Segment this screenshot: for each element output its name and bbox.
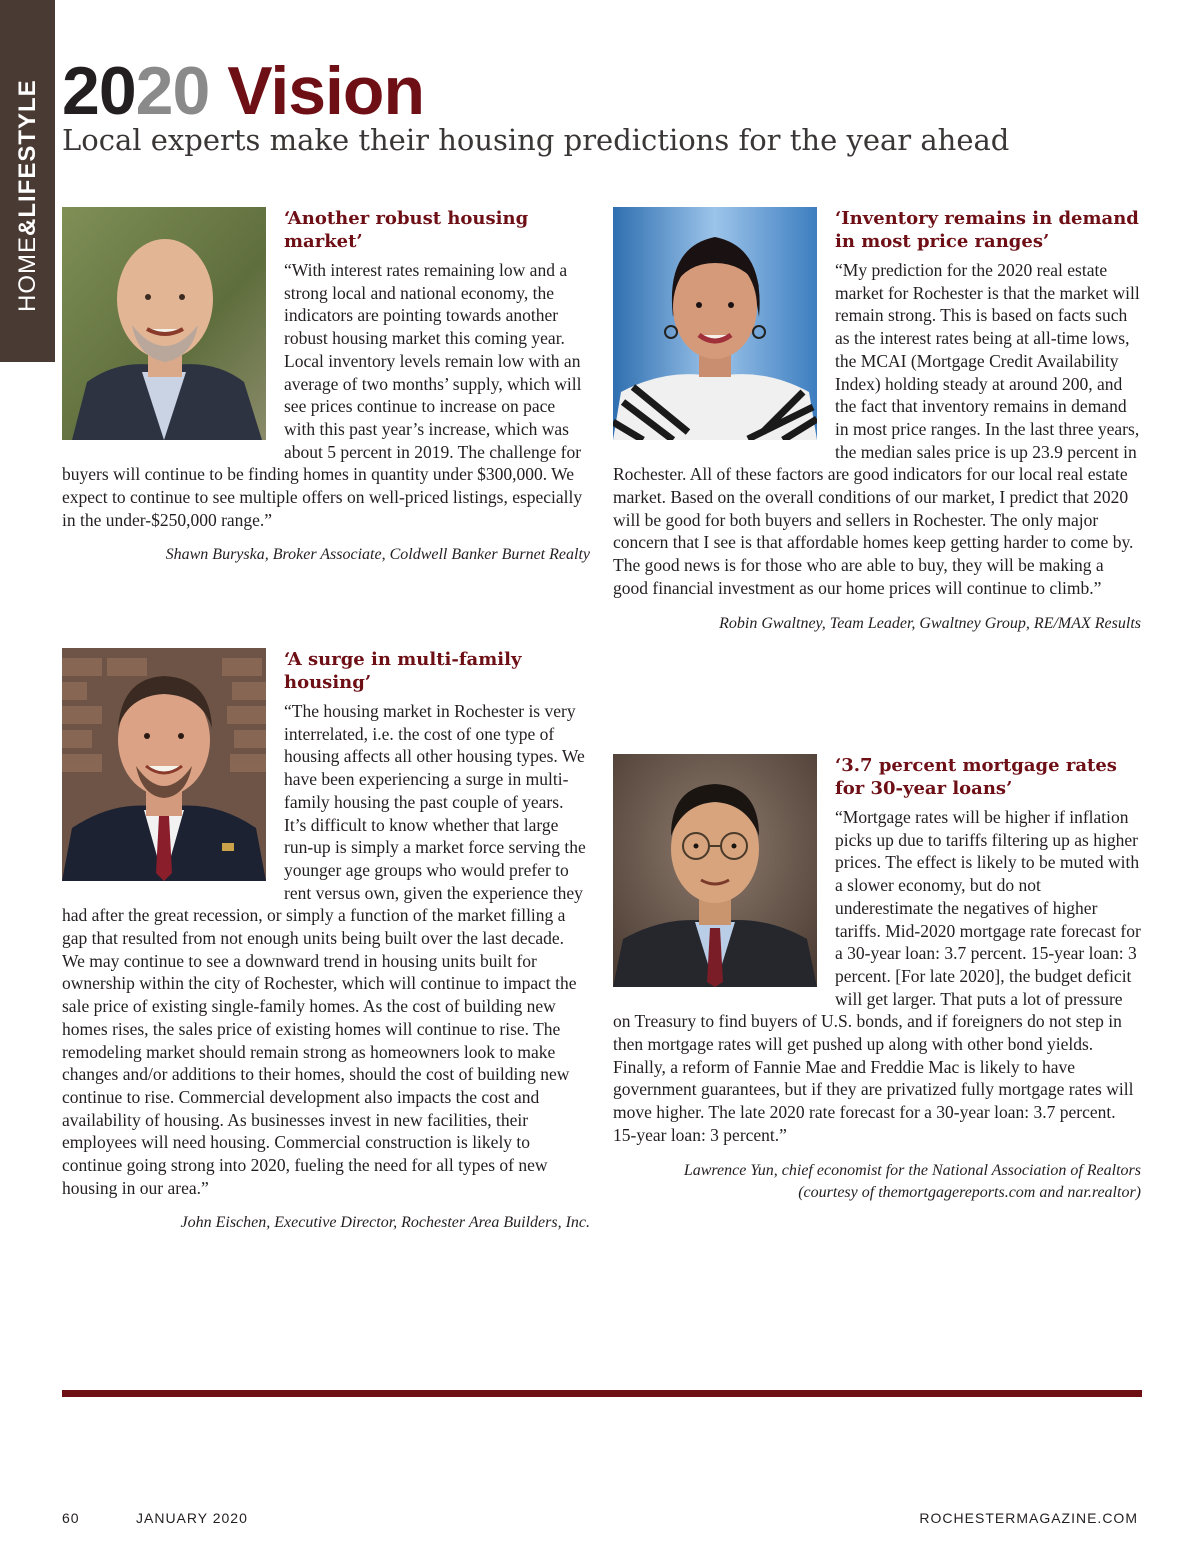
title-vision: Vision bbox=[227, 53, 424, 129]
section-tab bbox=[0, 0, 55, 362]
footer-issue-date: JANUARY 2020 bbox=[136, 1510, 248, 1526]
quote-body: “The housing market in Rochester is very interrelated, i.e. the cost of one type of housing affects all other housing types. We have been experiencing a surge in multi-family housing the past couple of years. It’s difficult to know whether that large run-up is simply a market force serving the younger age groups who would prefer to rent versus own, given the experience they had after the great recession, or simply a function of the market filling a gap that resulted from not enough units being built over the last decade. We may continue to see a downward trend in housing units built for ownership within the city of Rochester, which will continue to impact the sale price of existing single-family homes. As the cost of building new homes rises, the sales price of existing homes will continue to rise. The remodeling market should remain strong as homeowners look to make changes and/or additions to their homes, should the cost of building new continue to rise. Commercial development also impacts the cost and availability of housing. As businesses invest in new facilities, their employees will need housing. Commercial construction is likely to continue going strong into 2020, fueling the need for all types of new housing in our area.” bbox=[62, 701, 586, 1198]
quote-block-eischen bbox=[62, 648, 590, 1234]
quote-attribution-line-1: Lawrence Yun, chief economist for the National Association of Realtors bbox=[683, 1161, 1141, 1179]
quote-block-yun bbox=[613, 754, 1141, 1204]
quote-block-buryska bbox=[62, 207, 590, 566]
footer-website: ROCHESTERMAGAZINE.COM bbox=[919, 1510, 1138, 1526]
quote-title: ‘Another robust housing market’ bbox=[284, 208, 529, 252]
quote-body: “With interest rates remaining low and a strong local and national economy, the indicators are pointing towards another robust housing market this coming year. Local inventory levels remain low with an average of two months’ supply, which will see prices continue to increase on pace with this past year’s increase, which was about 5 percent in 2019. The challenge for buyers will continue to be finding homes in quantity under $300,000. We expect to continue to see multiple offers on well-priced listings, especially in the under-$250,000 range.” bbox=[62, 260, 583, 530]
quote-title: ‘A surge in multi-family housing’ bbox=[284, 649, 522, 693]
section-tab-home: HOME bbox=[14, 236, 41, 312]
portrait-photo-gwaltney bbox=[613, 207, 817, 440]
quote-body: “My prediction for the 2020 real estate market for Rochester is that the market will remain strong. This is based on facts such as the interest rates being at all-time lows, the MCAI (Mortgage Credit Availability Index) holding steady at around 200, and the fact that inventory remains in demand in most price ranges. In the last three years, the median sales price is up 23.9 percent in Rochester. All of these factors are good indicators for our local real estate market. Based on the overall conditions of our market, I predict that 2020 will be good for both buyers and sellers in Rochester. The only major concern that I see is that affordable homes keep getting harder to come by. The good news is for those who are able to buy, they will be making a good financial investment as our home prices will continue to climb.” bbox=[613, 260, 1140, 598]
bottom-divider bbox=[62, 1390, 1142, 1397]
section-tab-ampersand: & bbox=[14, 217, 41, 236]
title-year-second: 20 bbox=[135, 53, 210, 129]
portrait-photo-yun bbox=[613, 754, 817, 987]
section-tab-lifestyle: LIFESTYLE bbox=[14, 79, 41, 218]
footer-page-number: 60 bbox=[62, 1510, 80, 1526]
quote-attribution: Robin Gwaltney, Team Leader, Gwaltney Group, RE/MAX Results bbox=[719, 614, 1141, 632]
quote-attribution: John Eischen, Executive Director, Rochester Area Builders, Inc. bbox=[180, 1214, 590, 1232]
quote-block-gwaltney bbox=[613, 207, 1141, 635]
quote-attribution: Shawn Buryska, Broker Associate, Coldwell Banker Burnet Realty bbox=[165, 546, 590, 564]
quote-attribution-line-2: (courtesy of themortgagereports.com and nar.realtor) bbox=[798, 1183, 1141, 1201]
page-subtitle: Local experts make their housing predictions for the year ahead bbox=[62, 123, 1010, 157]
portrait-photo-buryska bbox=[62, 207, 266, 440]
title-year-first: 20 bbox=[62, 53, 136, 129]
quote-body: “Mortgage rates will be higher if inflation picks up due to tariffs filtering up as higher prices. The effect is likely to be muted with a slower economy, but do not underestimate the negatives of higher tariffs. Mid-2020 mortgage rate forecast for a 30-year loan: 3.7 percent. 15-year loan: 3 percent. [For late 2020], the budget deficit will get larger. That puts a lot of pressure on Treasury to find buyers of U.S. bonds, and if foreigners do not step in then mortgage rates will get pushed up along with other bond yields. Finally, a reform of Fannie Mae and Freddie Mac is likely to have government guarantees, but if they are privatized fully mortgage rates will move higher. The late 2020 rate forecast for a 30-year loan: 3.7 percent. 15-year loan: 3 percent.” bbox=[613, 807, 1141, 1145]
portrait-photo-eischen bbox=[62, 648, 266, 881]
page-title bbox=[62, 52, 424, 130]
section-tab-label bbox=[14, 12, 42, 312]
quote-title: ‘3.7 percent mortgage rates for 30-year loans’ bbox=[835, 755, 1117, 799]
quote-title: ‘Inventory remains in demand in most price ranges’ bbox=[835, 208, 1139, 252]
quote-attribution bbox=[613, 1160, 1141, 1204]
